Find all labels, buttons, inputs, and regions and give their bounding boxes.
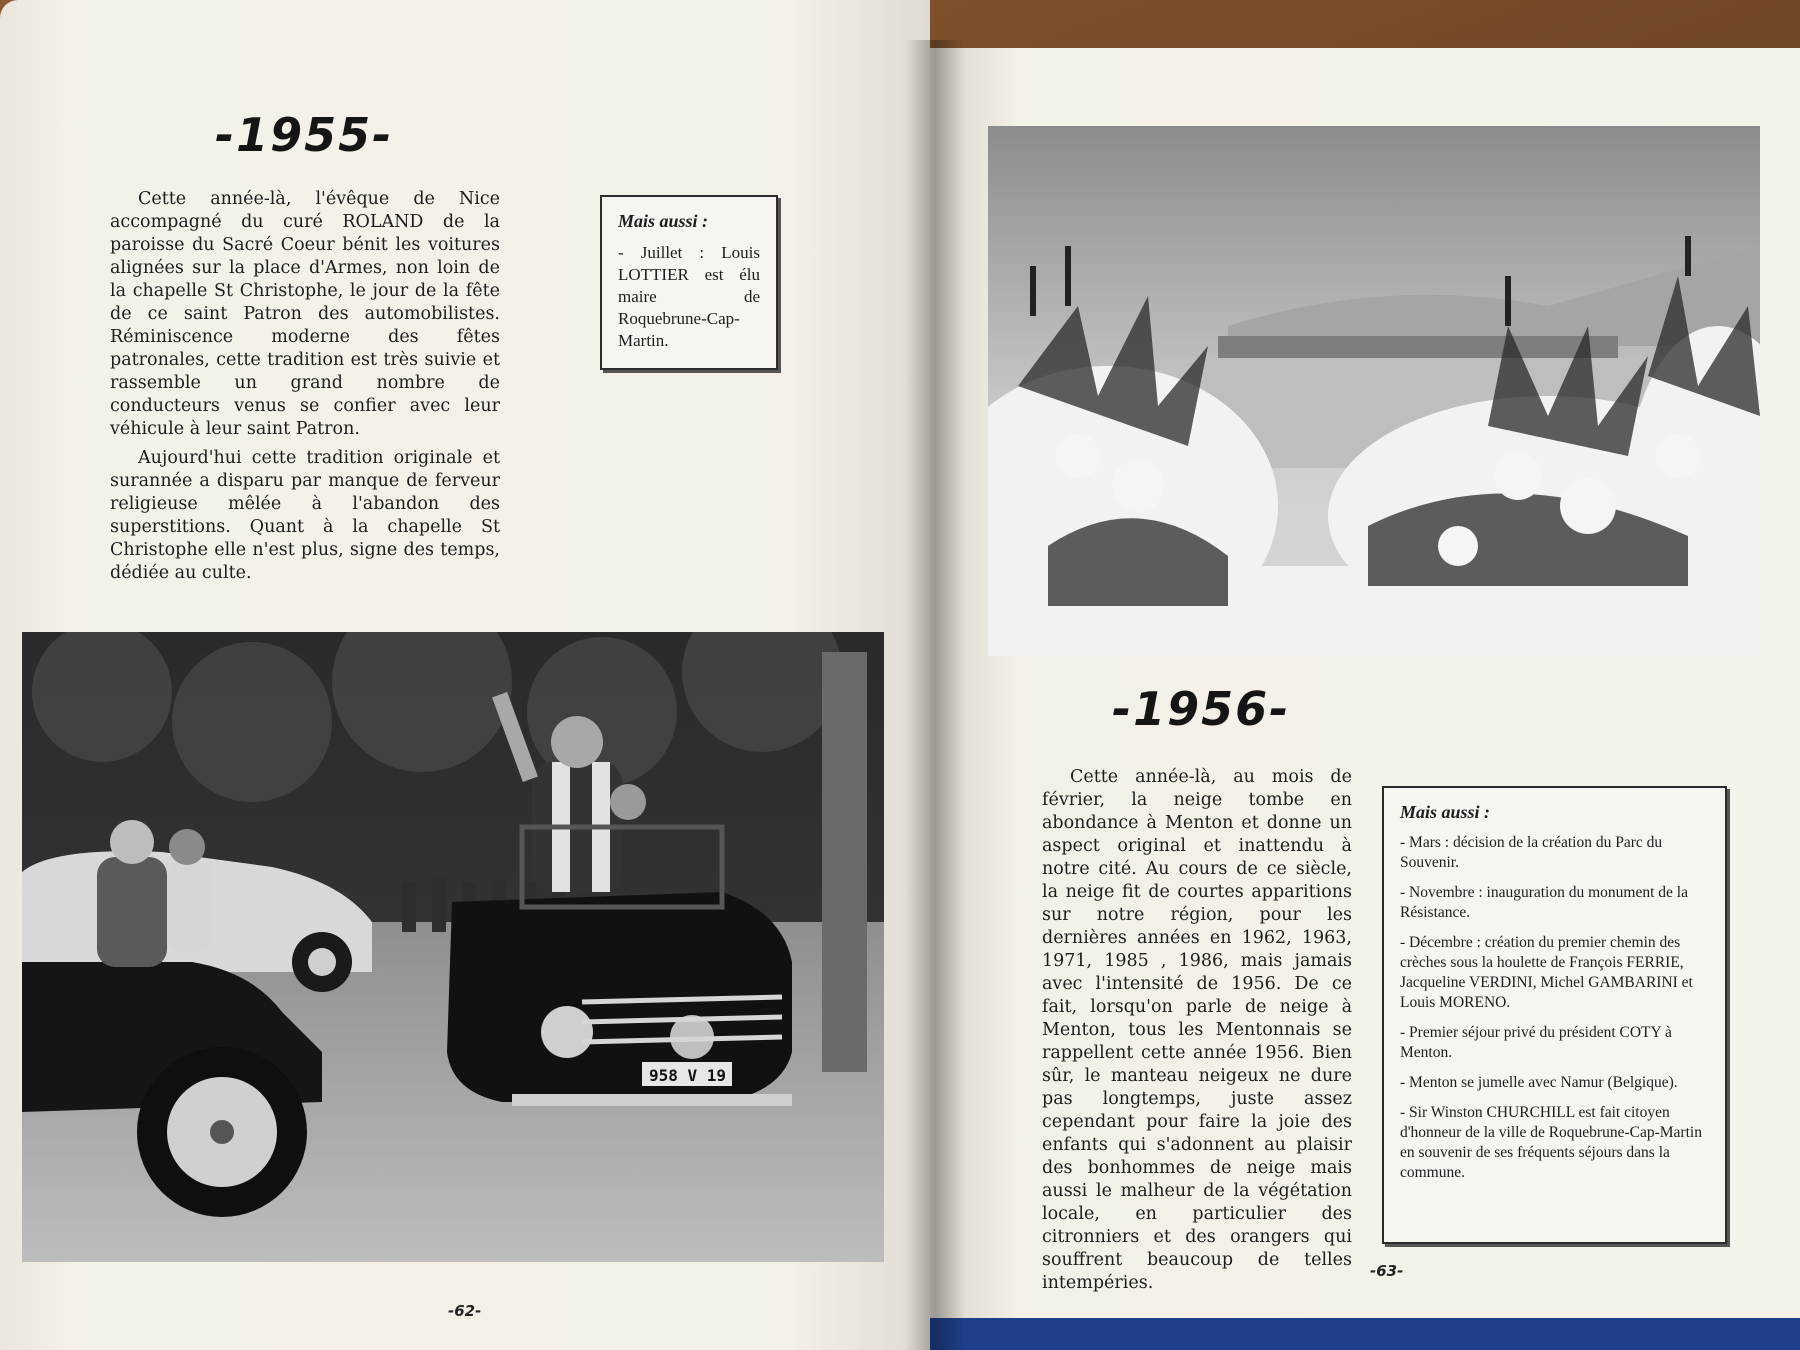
paragraph: Cette année-là, l'évêque de Nice accompagné du curé ROLAND de la paroisse du Sacré Coeur bénit les voitures alignées sur la place d'Armes, non loin de la chapelle St Christophe, le jour de la fête de ce saint Patron des automobilistes. Réminiscence moderne des fêtes patronales, cette tradition est très suivie et rassemble un grand nombre de conducteurs venus se confier avec leur véhicule à leur saint Patron. [110, 189, 500, 439]
paragraph: Aujourd'hui cette tradition originale et surannée a disparu par manque de ferveur religieuse mêlée à l'abandon des superstitions. Quant à la chapelle St Christophe elle n'est plus, signe des temps, dédiée au culte. [110, 448, 500, 583]
snow-menton-photo [988, 126, 1760, 656]
left-article-text [110, 188, 500, 591]
paragraph: Cette année-là, au mois de février, la neige tombe en abondance à Menton et donne un aspect original et inattendu à notre cité. Au cours de ce siècle, la neige fit de courtes apparitions sur notre région, pour les dernières années en 1962, 1963, 1971, 1985 , 1986, mais jamais avec l'intensité de 1956. De ce fait, lorsqu'on parle de neige à Menton, tous les Mentonnais se rappellent cette année 1956. Bien sûr, le manteau neigeux ne dure pas longtemps, juste assez cependant pour faire la joie des enfants qui s'adonnent au plaisir des bonhommes de neige mais aussi le malheur de la végétation locale, en particulier des citronniers et des orangers qui souffrent beaucoup de telles intempéries. [1042, 767, 1352, 1293]
page-number-62: -62- [448, 1302, 482, 1320]
blessing-of-cars-photo [22, 632, 884, 1262]
box-item: - Novembre : inauguration du monument de la Résistance. [1400, 884, 1688, 921]
mais-aussi-box-1956 [1382, 786, 1727, 1244]
photo-image [988, 126, 1760, 656]
box-item: - Menton se jumelle avec Namur (Belgique). [1400, 1074, 1678, 1091]
box-title: Mais aussi : [1400, 802, 1491, 822]
right-article-text [1042, 766, 1352, 1301]
year-heading-1955: -1955- [215, 108, 394, 162]
right-page [930, 48, 1800, 1318]
photo-image [22, 632, 884, 1262]
book-spine [905, 40, 965, 1350]
box-item: - Premier séjour privé du président COTY à Menton. [1400, 1024, 1672, 1061]
year-heading-1956: -1956- [1112, 682, 1291, 736]
box-item: - Sir Winston CHURCHILL est fait citoyen d'honneur de la ville de Roquebrune-Cap-Martin en souvenir de ses fréquents séjours dans la commune. [1400, 1104, 1702, 1181]
mais-aussi-box-1955 [600, 195, 778, 370]
box-item: - Décembre : création du premier chemin des crèches sous la houlette de François FERRIE, Jacqueline VERDINI, Michel GAMBARINI et Louis MORENO. [1400, 934, 1693, 1011]
box-title: Mais aussi : [618, 211, 709, 231]
license-plate: 958 V 19 [649, 1066, 727, 1085]
page-number-63: -63- [1370, 1262, 1404, 1280]
box-item: - Juillet : Louis LOTTIER est élu maire de Roquebrune-Cap-Martin. [618, 243, 760, 350]
box-item: - Mars : décision de la création du Parc du Souvenir. [1400, 834, 1663, 871]
